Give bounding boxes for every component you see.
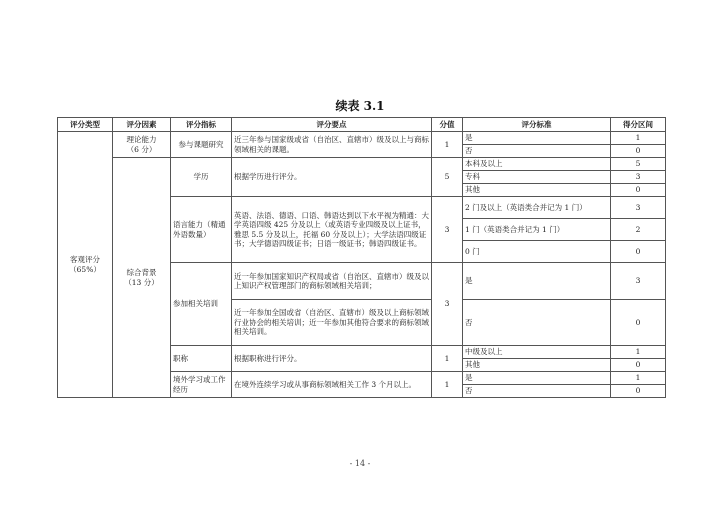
abroad-points: 在境外连续学习或从事商标领域相关工作 3 个月以上。 — [232, 372, 432, 398]
training-points-yes: 近一年参加国家知识产权局或省（自治区、直辖市）级及以上知识产权管理部门的商标领域相关培训； — [232, 263, 432, 300]
abroad-standard-yes: 是 — [463, 372, 611, 385]
table-header-row — [58, 118, 666, 132]
header-standard: 评分标准 — [463, 118, 611, 132]
header-range: 得分区间 — [611, 118, 666, 132]
language-standard-one: 1 门（英语类合并记为 1 门） — [463, 219, 611, 241]
language-standard-zero: 0 门 — [463, 241, 611, 263]
background-factor-label: 综合背景 — [126, 268, 157, 278]
education-standard-bachelor: 本科及以上 — [463, 158, 611, 171]
table-title: 续表 3.1 — [335, 99, 385, 113]
theory-standard-yes: 是 — [463, 132, 611, 145]
theory-factor-points: （6 分） — [126, 144, 157, 154]
type-label: 客观评分 — [70, 255, 100, 265]
education-range-bachelor: 5 — [611, 158, 666, 171]
type-cell — [58, 132, 113, 398]
education-score: 5 — [432, 158, 463, 197]
background-factor-points: （13 分） — [124, 277, 159, 287]
education-indicator: 学历 — [171, 158, 232, 197]
training-score: 3 — [432, 263, 463, 346]
title-range-intermediate: 1 — [611, 346, 666, 359]
language-score: 3 — [432, 197, 463, 263]
header-score: 分值 — [432, 118, 463, 132]
header-type: 评分类型 — [58, 118, 113, 132]
header-points: 评分要点 — [232, 118, 432, 132]
theory-score: 1 — [432, 132, 463, 158]
training-standard-no: 否 — [463, 300, 611, 346]
title-score: 1 — [432, 346, 463, 372]
scoring-table — [57, 117, 666, 398]
education-range-college: 3 — [611, 171, 666, 184]
training-range-yes: 3 — [611, 263, 666, 300]
abroad-range-yes: 1 — [611, 372, 666, 385]
language-range-two: 3 — [611, 197, 666, 219]
theory-factor-label: 理论能力 — [126, 135, 157, 145]
education-range-other: 0 — [611, 184, 666, 197]
theory-indicator: 参与课题研究 — [171, 132, 232, 158]
abroad-score: 1 — [432, 372, 463, 398]
title-indicator: 职称 — [171, 346, 232, 372]
abroad-range-no: 0 — [611, 385, 666, 398]
education-standard-college: 专科 — [463, 171, 611, 184]
theory-points: 近三年参与国家级或省（自治区、直辖市）级及以上与商标领域相关的课题。 — [232, 132, 432, 158]
title-standard-other: 其他 — [463, 359, 611, 372]
title-points: 根据职称进行评分。 — [232, 346, 432, 372]
header-factor: 评分因素 — [113, 118, 171, 132]
theory-range-no: 0 — [611, 145, 666, 158]
background-factor-cell — [113, 158, 171, 398]
table-row — [58, 158, 666, 171]
language-indicator: 语言能力（精通外语数量） — [171, 197, 232, 263]
training-standard-yes: 是 — [463, 263, 611, 300]
training-range-no: 0 — [611, 300, 666, 346]
education-points: 根据学历进行评分。 — [232, 158, 432, 197]
education-standard-other: 其他 — [463, 184, 611, 197]
language-range-one: 2 — [611, 219, 666, 241]
theory-standard-no: 否 — [463, 145, 611, 158]
language-points: 英语、法语、德语、口语、韩语达到以下水平视为精通：大学英语四级 425 分及以上（或英语专业四级及以上证书，雅思 5.5 分及以上，托福 60 分及以上）；大学法语四级证书；大学德语四级证书；日语一级证书；韩语四级证书。 — [232, 197, 432, 263]
training-points-no: 近一年参加全国或省（自治区、直辖市）级及以上商标领域行业协会的相关培训；近一年参加其他符合要求的商标领域相关培训。 — [232, 300, 432, 346]
language-standard-two: 2 门及以上（英语类合并记为 1 门） — [463, 197, 611, 219]
title-standard-intermediate: 中级及以上 — [463, 346, 611, 359]
theory-range-yes: 1 — [611, 132, 666, 145]
page-number: - 14 - — [349, 459, 371, 468]
training-indicator: 参加相关培训 — [171, 263, 232, 346]
language-range-zero: 0 — [611, 241, 666, 263]
abroad-standard-no: 否 — [463, 385, 611, 398]
header-indicator: 评分指标 — [171, 118, 232, 132]
title-range-other: 0 — [611, 359, 666, 372]
theory-factor-cell — [113, 132, 171, 158]
abroad-indicator: 境外学习或工作经历 — [171, 372, 232, 398]
type-weight: （65%） — [69, 264, 101, 274]
table-row — [58, 132, 666, 145]
